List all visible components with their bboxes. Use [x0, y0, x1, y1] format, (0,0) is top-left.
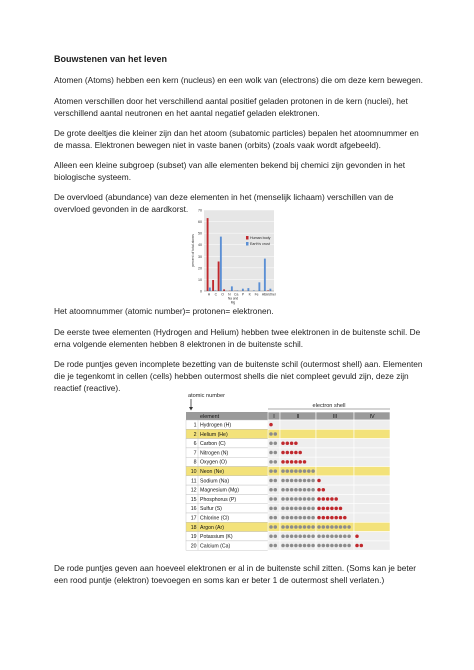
chart-plot-area — [204, 210, 274, 291]
electron-dot — [274, 451, 278, 455]
electron-dot — [330, 497, 334, 501]
paragraph-subset-2: biologische systeem. — [54, 172, 132, 182]
electron-dot — [303, 525, 307, 529]
chart-bar-Si-1 — [264, 259, 266, 291]
row-atomic-number: 11 — [191, 478, 197, 485]
paragraph-differences-1: Atomen verschillen door het verschillend aantal positief geladen protonen in de kern (nuclei), het — [54, 96, 408, 106]
electron-dot — [274, 507, 278, 511]
electron-dot — [290, 479, 294, 483]
electron-dot — [274, 460, 278, 464]
electron-dot — [294, 442, 298, 446]
chart-y-axis-label: percent of total atoms — [191, 234, 195, 267]
electron-dot — [307, 469, 311, 473]
chart-bar-K-1 — [242, 289, 244, 291]
row-atomic-number: 10 — [190, 469, 197, 475]
row-atomic-number: 17 — [190, 515, 197, 522]
electron-dot — [298, 469, 302, 473]
row-atomic-number: 15 — [190, 496, 197, 503]
paragraph-first-elements-1: De eerste twee elementen (Hydrogen and Helium) hebben twee elektronen in de buitenste schil. De — [54, 327, 421, 337]
electron-dot — [269, 451, 273, 455]
electron-dot — [286, 488, 290, 492]
chart-x-axis-note: Mg — [230, 300, 236, 305]
electron-dot — [298, 460, 302, 464]
electron-dot — [303, 535, 307, 539]
electron-dot — [339, 525, 343, 529]
electron-dot — [274, 516, 278, 520]
electron-dot — [290, 442, 294, 446]
electron-dot — [322, 544, 326, 548]
shell-cell — [354, 522, 390, 531]
electron-dot — [317, 479, 321, 483]
electron-dot — [311, 469, 315, 473]
shell-cell — [354, 541, 390, 550]
paragraph-differences-2: verschillend aantal neutronen en het aantal negatief geladen elektronen. — [54, 108, 320, 118]
electron-dot — [281, 469, 285, 473]
electron-dot — [303, 516, 307, 520]
electron-dot — [298, 479, 302, 483]
row-atomic-number: 2 — [193, 431, 197, 438]
chart-x-tick-label: P — [241, 292, 245, 297]
shell-cell — [316, 429, 354, 438]
electron-dot — [274, 469, 278, 473]
row-atomic-number: 19 — [190, 534, 197, 541]
shell-cell — [316, 467, 354, 476]
electron-dot — [286, 497, 290, 501]
table-header-element: element — [200, 414, 220, 420]
electron-dot — [290, 460, 294, 464]
electron-dot — [311, 479, 315, 483]
electron-dot — [290, 451, 294, 455]
paragraph-subset-1: Alleen een kleine subgroep (subset) van alle elementen bekend bij chemici zijn gevonden in het — [54, 160, 405, 170]
electron-dot — [343, 544, 347, 548]
electron-dot — [330, 516, 334, 520]
chart-x-tick-label: Si/other — [264, 292, 277, 297]
paragraph-conclusion-1: De rode puntjes geven aan hoeveel elektronen er al in de buitenste schil zitten. (Soms kan je beter — [54, 563, 417, 573]
electron-dot — [311, 516, 315, 520]
row-element-name: Calcium (Ca) — [200, 543, 231, 550]
paragraph-conclusion-2: een rood puntje (elektron) toevoegen en soms kan er beter 1 de outermost shell verlaten.) — [54, 575, 385, 585]
electron-dot — [303, 479, 307, 483]
electron-dot — [322, 507, 326, 511]
electron-dot — [286, 507, 290, 511]
abundance-chart — [178, 204, 294, 305]
row-element-name: Magnesium (Mg) — [200, 487, 239, 494]
electron-dot — [294, 488, 298, 492]
shell-cell — [280, 448, 316, 457]
chart-legend-label: Human body — [250, 236, 271, 240]
electron-dot — [307, 497, 311, 501]
electron-dot — [294, 525, 298, 529]
electron-dot — [326, 507, 330, 511]
chart-bar-O-1 — [220, 237, 222, 291]
shell-cell — [354, 476, 390, 485]
shell-cell — [280, 467, 316, 476]
row-element-name: Neon (Ne) — [200, 469, 224, 475]
paragraph-red-dots-1: De rode puntjes geven incomplete bezetting van de buitenste schil (outermost shell) aan. Elementen — [54, 359, 423, 369]
electron-dot — [322, 535, 326, 539]
table-row — [186, 467, 268, 476]
electron-dot — [311, 535, 315, 539]
electron-dot — [334, 497, 338, 501]
paragraph-first-elements-2: erna volgende elementen hebben 8 elektronen in de buitenste schil. — [54, 339, 304, 349]
electron-dot — [307, 535, 311, 539]
electron-dot — [339, 535, 343, 539]
shell-cell — [280, 504, 316, 513]
shell-cell — [316, 476, 354, 485]
shell-cell — [280, 429, 316, 438]
electron-dot — [281, 535, 285, 539]
electron-dot — [281, 488, 285, 492]
electron-dot — [298, 497, 302, 501]
electron-dot — [343, 535, 347, 539]
paragraph-red-dots-2: die je tegenkomt in cellen (cells) hebben outermost shells die niet compleet gevuld zijn, deze zijn — [54, 371, 409, 381]
electron-dot — [322, 525, 326, 529]
shell-cell — [354, 420, 390, 429]
chart-y-tick-label: 70 — [198, 208, 202, 213]
chart-bar-Al-1 — [258, 282, 260, 291]
chart-bar-N-0 — [223, 289, 225, 291]
shell-cell — [354, 513, 390, 522]
electron-dot — [281, 544, 285, 548]
paragraph-abundance-2: overvloed gevonden in de aardkorst. — [54, 204, 189, 214]
electron-dot — [339, 544, 343, 548]
electron-dot — [269, 507, 273, 511]
electron-shell-table — [186, 392, 390, 552]
electron-dot — [274, 535, 278, 539]
chart-x-tick-label: H — [207, 292, 211, 297]
electron-dot — [307, 507, 311, 511]
electron-dot — [303, 488, 307, 492]
electron-dot — [303, 507, 307, 511]
electron-dot — [286, 479, 290, 483]
chart-x-tick-label: O — [221, 292, 224, 297]
electron-dot — [274, 544, 278, 548]
shell-cell — [354, 504, 390, 513]
electron-dot — [274, 488, 278, 492]
electron-dot — [326, 544, 330, 548]
electron-dot — [286, 525, 290, 529]
row-element-name: Phosphorus (P) — [200, 496, 237, 503]
shell-cell — [354, 467, 390, 476]
electron-dot — [303, 469, 307, 473]
electron-dot — [330, 544, 334, 548]
shell-cell — [354, 429, 390, 438]
electron-dot — [347, 525, 351, 529]
paragraph-abundance-1: De overvloed (abundance) van deze elementen in het (menselijk lichaam) verschillen van de — [54, 192, 394, 202]
electron-dot — [274, 497, 278, 501]
electron-dot — [290, 507, 294, 511]
electron-dot — [286, 460, 290, 464]
shell-cell — [280, 420, 316, 429]
electron-dot — [322, 488, 326, 492]
electron-dot — [281, 479, 285, 483]
row-element-name: Potassium (K) — [200, 534, 233, 541]
electron-dot — [298, 525, 302, 529]
chart-legend-swatch — [246, 242, 249, 246]
electron-shell-caption: electron shell — [312, 403, 346, 409]
electron-dot — [355, 544, 359, 548]
chart-x-tick-label: K — [248, 292, 251, 297]
electron-dot — [269, 460, 273, 464]
electron-dot — [322, 497, 326, 501]
electron-dot — [326, 497, 330, 501]
electron-dot — [334, 525, 338, 529]
chart-bar-other-1 — [269, 289, 271, 291]
table-header-shell-II: II — [296, 414, 300, 420]
shell-cell — [280, 439, 316, 448]
chart-bar-Ca-1 — [231, 286, 233, 291]
abundance-chart-svg — [178, 204, 294, 305]
electron-dot — [274, 479, 278, 483]
electron-dot — [269, 525, 273, 529]
electron-dot — [330, 525, 334, 529]
electron-dot — [307, 516, 311, 520]
electron-dot — [286, 544, 290, 548]
electron-dot — [334, 535, 338, 539]
electron-dot — [311, 525, 315, 529]
chart-x-tick-label: Ca — [234, 292, 239, 297]
electron-dot — [326, 525, 330, 529]
electron-dot — [286, 442, 290, 446]
row-atomic-number: 8 — [193, 459, 197, 466]
chart-bar-H-0 — [207, 218, 209, 291]
electron-dot — [298, 535, 302, 539]
table-header-shell-I: I — [273, 414, 275, 420]
shell-cell — [280, 522, 316, 531]
electron-dot — [330, 535, 334, 539]
electron-dot — [294, 460, 298, 464]
electron-dot — [317, 497, 321, 501]
electron-dot — [281, 451, 285, 455]
electron-dot — [269, 497, 273, 501]
electron-dot — [339, 507, 343, 511]
shell-cell — [280, 494, 316, 503]
electron-dot — [294, 507, 298, 511]
electron-dot — [303, 460, 307, 464]
chart-x-tick-label: C — [214, 292, 218, 297]
electron-dot — [339, 516, 343, 520]
electron-dot — [294, 469, 298, 473]
electron-dot — [269, 544, 273, 548]
electron-dot — [290, 488, 294, 492]
chart-y-tick-label: 0 — [200, 289, 202, 294]
atomic-number-caption: atomic number — [188, 393, 225, 399]
electron-dot — [281, 516, 285, 520]
electron-dot — [290, 469, 294, 473]
electron-dot — [343, 516, 347, 520]
chart-y-tick-label: 40 — [198, 243, 202, 248]
chart-legend-swatch — [246, 236, 249, 240]
row-atomic-number: 12 — [190, 487, 197, 494]
electron-dot — [298, 451, 302, 455]
shell-cell — [280, 476, 316, 485]
table-header-shell-III: III — [332, 414, 338, 420]
electron-dot — [307, 525, 311, 529]
shell-cell — [354, 448, 390, 457]
electron-dot — [269, 423, 273, 427]
chart-y-tick-label: 20 — [198, 266, 202, 271]
row-atomic-number: 16 — [190, 506, 197, 513]
electron-dot — [360, 544, 364, 548]
electron-dot — [343, 525, 347, 529]
chart-y-tick-label: 60 — [198, 220, 202, 225]
electron-dot — [347, 535, 351, 539]
electron-dot — [294, 535, 298, 539]
chart-x-tick-label: Al — [261, 292, 265, 297]
paragraph-subatomic-1: De grote deeltjes die kleiner zijn dan het atoom (subatomic particles) bepalen het atoomnummer en — [54, 128, 419, 138]
electron-dot — [274, 525, 278, 529]
electron-dot — [317, 525, 321, 529]
chart-bar-O-0 — [218, 261, 220, 291]
electron-dot — [290, 516, 294, 520]
electron-dot — [269, 516, 273, 520]
shell-cell — [354, 457, 390, 466]
chart-x-tick-label: N — [228, 292, 231, 297]
electron-dot — [334, 507, 338, 511]
electron-dot — [298, 516, 302, 520]
electron-dot — [303, 497, 307, 501]
electron-dot — [269, 488, 273, 492]
arrow-down-icon — [189, 407, 193, 411]
table-row — [186, 522, 268, 531]
chart-x-axis-note: Na and — [227, 296, 239, 301]
electron-dot — [311, 488, 315, 492]
row-element-name: Sodium (Na) — [200, 478, 230, 485]
shell-cell — [316, 457, 354, 466]
electron-dot — [294, 516, 298, 520]
chart-y-tick-label: 30 — [198, 254, 202, 259]
electron-dot — [274, 432, 278, 436]
row-element-name: Nitrogen (N) — [200, 450, 229, 457]
electron-dot — [286, 535, 290, 539]
electron-shell-table-svg — [186, 392, 390, 552]
electron-dot — [290, 525, 294, 529]
row-element-name: Oxygen (O) — [200, 459, 227, 466]
electron-dot — [355, 535, 359, 539]
row-atomic-number: 18 — [190, 524, 197, 531]
row-element-name: Helium (He) — [200, 431, 228, 438]
paragraph-atomic-number: Het atoomnummer (atomic number)= protonen= elektronen. — [54, 306, 274, 316]
row-element-name: Carbon (C) — [200, 441, 226, 448]
electron-dot — [286, 516, 290, 520]
chart-y-tick-label: 50 — [198, 231, 202, 236]
electron-dot — [281, 442, 285, 446]
table-row — [186, 439, 268, 448]
electron-dot — [269, 535, 273, 539]
row-element-name: Hydrogen (H) — [200, 422, 232, 429]
electron-dot — [298, 488, 302, 492]
electron-dot — [317, 544, 321, 548]
electron-dot — [311, 497, 315, 501]
electron-dot — [294, 544, 298, 548]
chart-bar-C-0 — [212, 280, 214, 291]
electron-dot — [269, 469, 273, 473]
shell-cell — [354, 485, 390, 494]
electron-dot — [334, 544, 338, 548]
electron-dot — [281, 460, 285, 464]
electron-dot — [298, 507, 302, 511]
shell-cell — [316, 439, 354, 448]
electron-dot — [269, 442, 273, 446]
electron-dot — [334, 516, 338, 520]
electron-dot — [307, 479, 311, 483]
electron-dot — [294, 479, 298, 483]
table-header-shell-IV: IV — [369, 414, 375, 420]
shell-cell — [354, 439, 390, 448]
electron-dot — [294, 451, 298, 455]
electron-dot — [330, 507, 334, 511]
shell-cell — [316, 448, 354, 457]
chart-bar-H-1 — [209, 288, 211, 291]
shell-cell — [354, 532, 390, 541]
electron-dot — [311, 507, 315, 511]
table-row — [186, 457, 268, 466]
chart-bar-Na-1 — [247, 288, 249, 291]
paragraph-red-dots-3: reactief (reactive). — [54, 383, 121, 393]
table-row — [186, 504, 268, 513]
electron-dot — [286, 469, 290, 473]
electron-dot — [326, 535, 330, 539]
electron-dot — [307, 488, 311, 492]
electron-dot — [290, 497, 294, 501]
electron-dot — [281, 525, 285, 529]
shell-cell — [280, 457, 316, 466]
electron-dot — [322, 516, 326, 520]
row-atomic-number: 7 — [193, 450, 197, 457]
table-header-element-cell — [186, 412, 268, 420]
electron-dot — [317, 507, 321, 511]
row-atomic-number: 6 — [193, 441, 197, 448]
electron-dot — [281, 497, 285, 501]
electron-dot — [303, 544, 307, 548]
electron-dot — [281, 507, 285, 511]
paragraph-atoms: Atomen (Atoms) hebben een kern (nucleus) en een wolk van (electrons) die om deze kern bewegen. — [54, 75, 423, 85]
electron-dot — [326, 516, 330, 520]
electron-dot — [294, 497, 298, 501]
shell-cell — [316, 420, 354, 429]
electron-dot — [298, 544, 302, 548]
electron-dot — [317, 516, 321, 520]
shell-cell — [280, 513, 316, 522]
chart-x-tick-label: Fe — [254, 292, 259, 297]
shell-cell — [280, 541, 316, 550]
electron-dot — [274, 442, 278, 446]
paragraph-subatomic-2: de massa. Elektronen bewegen niet in vaste banen (orbits) (zoals vaak wordt afgebeeld). — [54, 140, 381, 150]
page-title: Bouwstenen van het leven — [54, 54, 168, 64]
electron-dot — [347, 544, 351, 548]
electron-dot — [317, 535, 321, 539]
electron-dot — [290, 544, 294, 548]
chart-y-tick-label: 10 — [198, 277, 202, 282]
chart-legend-label: Earth's crust — [250, 242, 270, 246]
electron-dot — [269, 432, 273, 436]
shell-cell — [280, 485, 316, 494]
electron-dot — [286, 451, 290, 455]
electron-dot — [307, 544, 311, 548]
row-element-name: Chlorine (Cl) — [200, 515, 230, 522]
row-element-name: Argon (Ar) — [200, 524, 224, 531]
electron-dot — [311, 544, 315, 548]
row-element-name: Sulfur (S) — [200, 506, 222, 513]
shell-cell — [354, 494, 390, 503]
row-atomic-number: 20 — [190, 543, 197, 550]
electron-dot — [290, 535, 294, 539]
electron-dot — [317, 488, 321, 492]
shell-cell — [280, 532, 316, 541]
row-atomic-number: 1 — [193, 422, 197, 429]
electron-dot — [269, 479, 273, 483]
